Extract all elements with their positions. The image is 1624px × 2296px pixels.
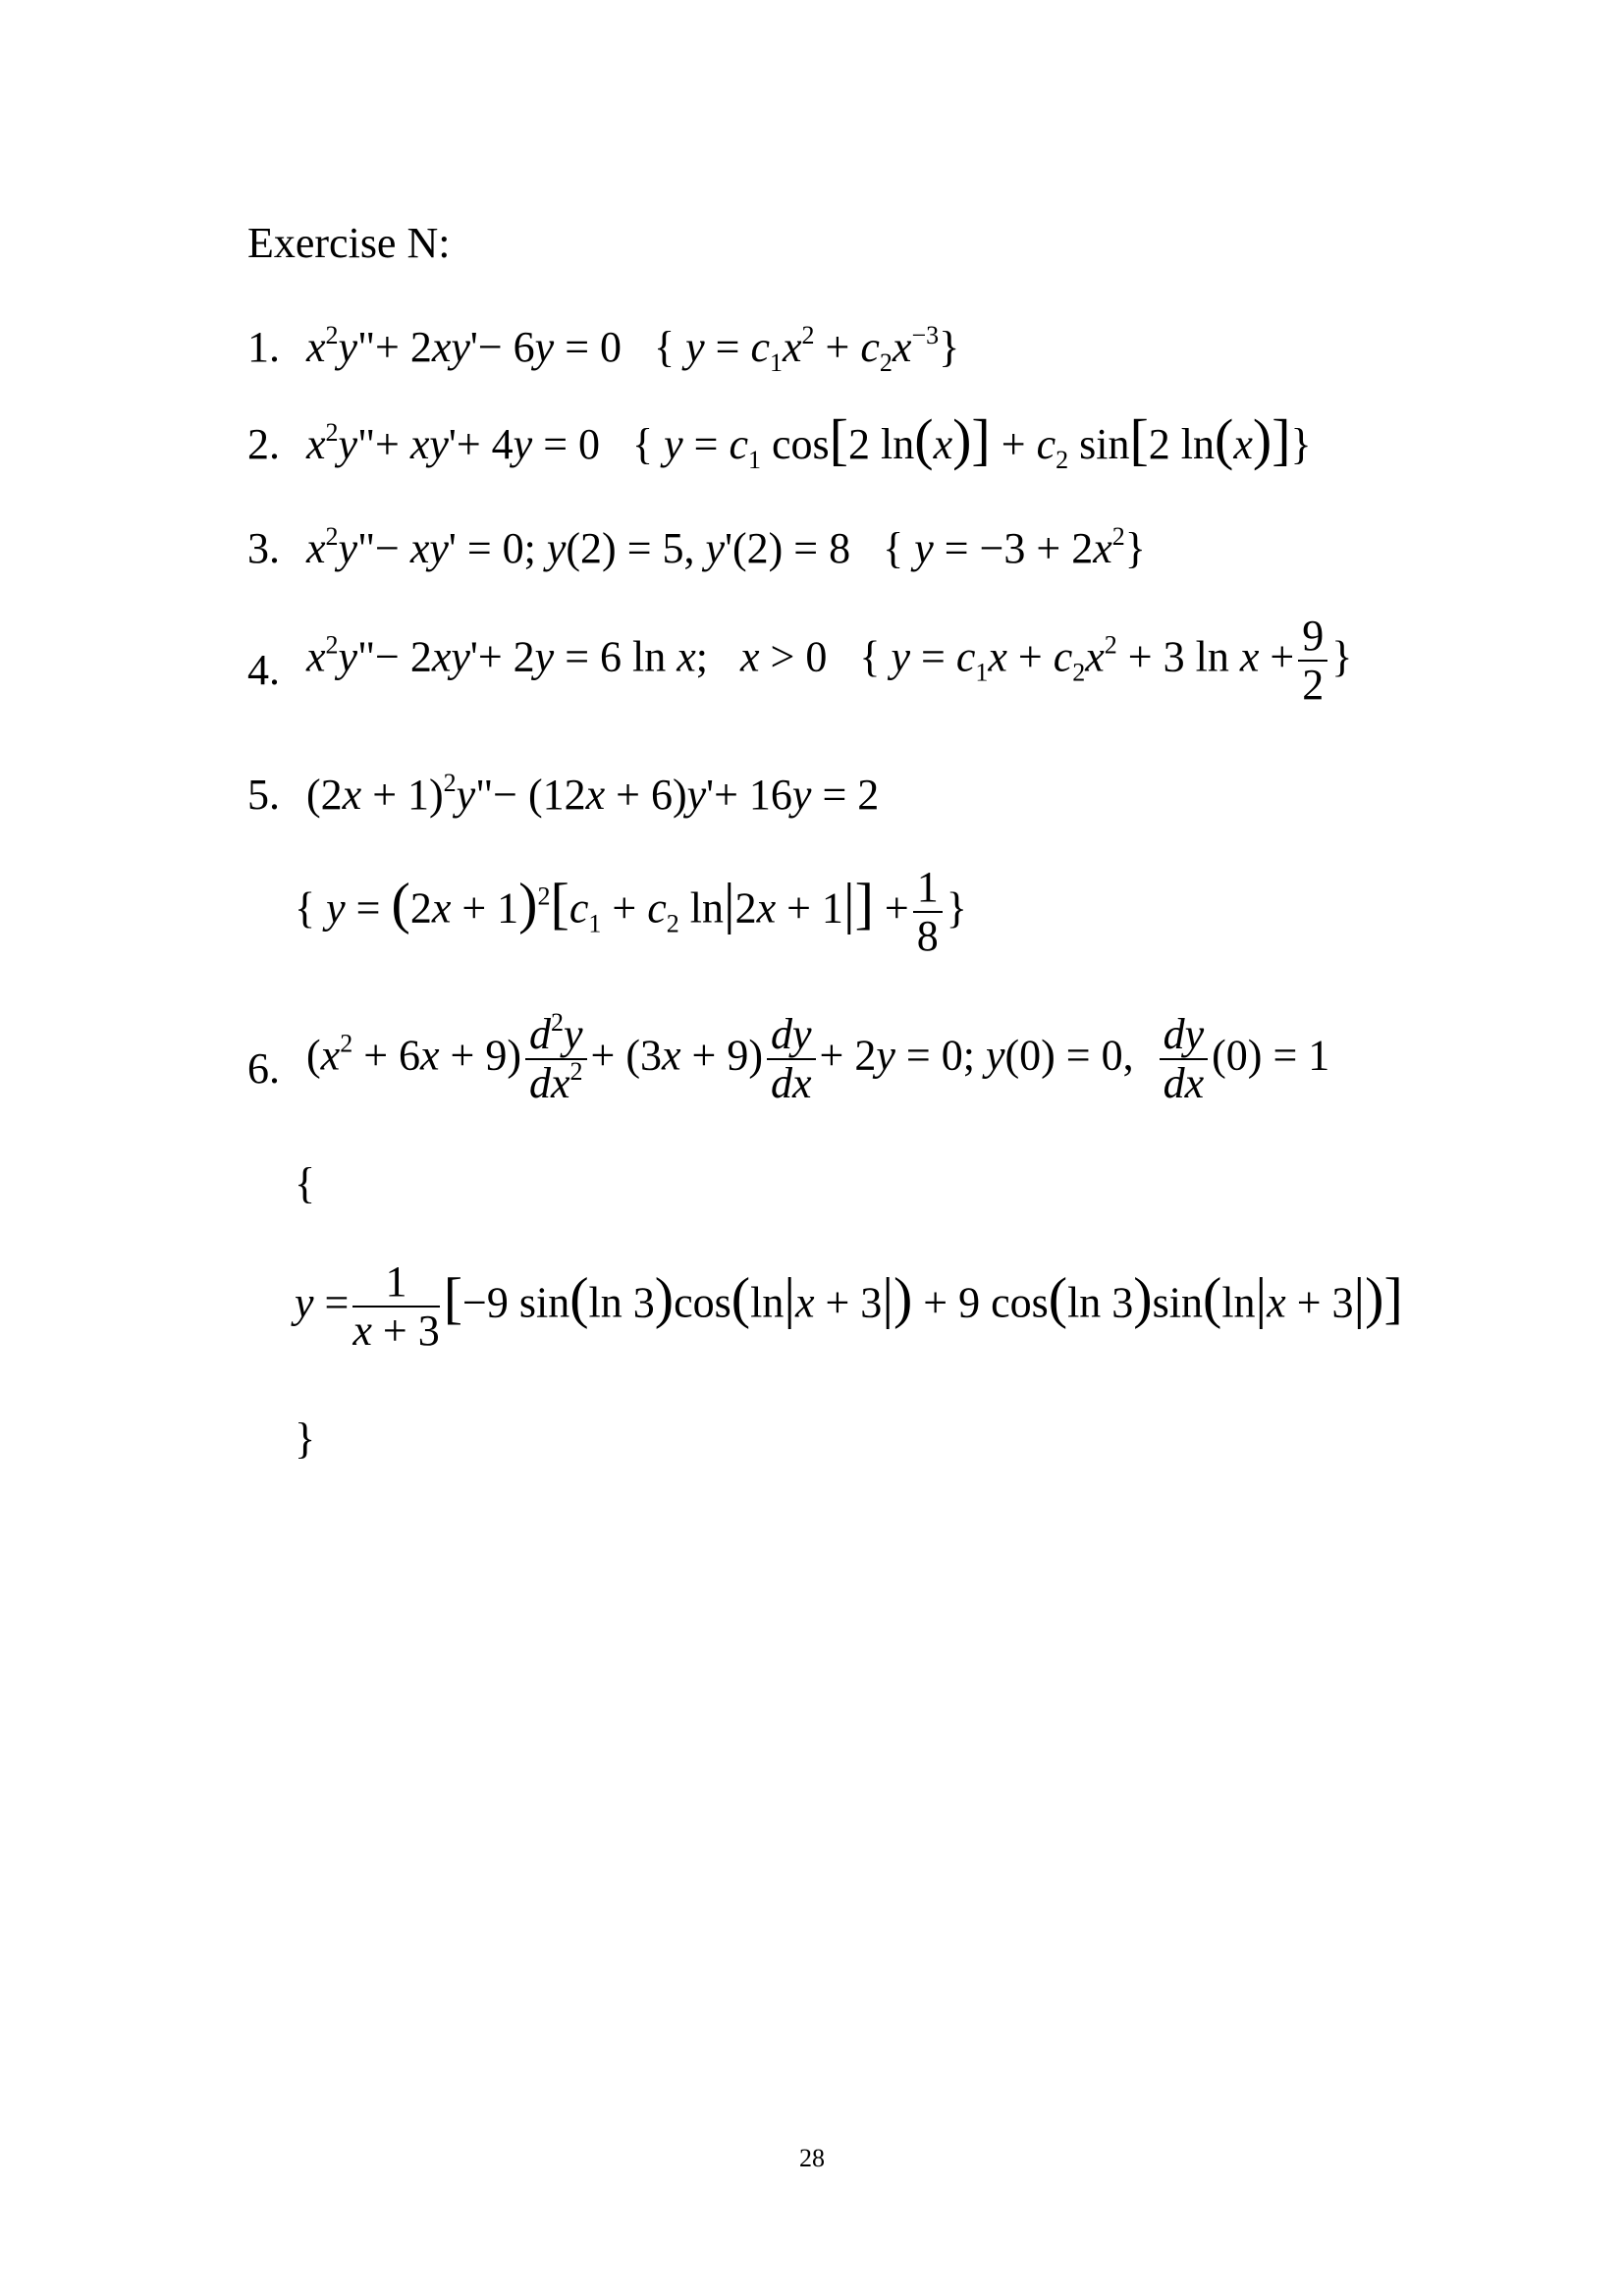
exercise-2-number: 2. bbox=[247, 420, 280, 468]
exercise-1-number: 1. bbox=[247, 323, 280, 371]
exercise-5-answer: { $y = (2x + 1)^2[c_1 + c_2$ ln|2x + 1|] + $\frac{1}{8}$ } bbox=[295, 863, 967, 961]
exercise-1-equation: $x^2y"+ 2xy'- 6y = 0$ { $y = c_1x^2 + c_2x^{-3}$} bbox=[306, 321, 960, 377]
page-number: 28 bbox=[799, 2144, 825, 2172]
exercise-heading: Exercise N: bbox=[247, 219, 451, 267]
exercise-4-equation: $x^2y"- 2xy'+ 2y = 6$ ln x; x > 0 { $y = c_1x + c_2x^2 + 3$ ln x + $\frac{9}{2}$ } bbox=[306, 612, 1353, 710]
exercise-6-answer-close: } bbox=[295, 1415, 316, 1463]
exercise-6-equation: $(x^2 + 6x + 9)$ $\frac{d^2y}{dx^2}$ + (3x + 9) $\frac{dy}{dx}$ + 2y = 0; y(0) = 0, $\frac{dy}{dx}$ (0) = 1 bbox=[306, 1008, 1330, 1108]
exercise-3-equation: $x^2y"- xy' = 0$; y(2) = 5, y'(2) = 8 { $y = -3 + 2x^2$} bbox=[306, 522, 1146, 572]
exercise-4-number: 4. bbox=[247, 646, 280, 694]
exercise-6-answer: y = $\frac{1}{x + 3}$ [−9 sin(ln 3)cos(ln|x + 3|) + 9 cos(ln 3)sin(ln|x + 3|)] bbox=[295, 1257, 1403, 1356]
exercise-3-number: 3. bbox=[247, 524, 280, 572]
exercise-5-number: 5. bbox=[247, 771, 280, 819]
exercise-2-equation: $x^2y"+ xy'+ 4y = 0$ { $y = c_1$ cos[2 $\ln(x)] + c_2$ sin[2 ln(x)]} bbox=[306, 407, 1312, 474]
exercise-6-answer-open: { bbox=[295, 1159, 316, 1207]
exercise-5-equation: $(2x + 1)^2y"- (12x + 6)y'+ 16y = 2$ bbox=[306, 769, 880, 819]
exercise-6-number: 6. bbox=[247, 1044, 280, 1093]
